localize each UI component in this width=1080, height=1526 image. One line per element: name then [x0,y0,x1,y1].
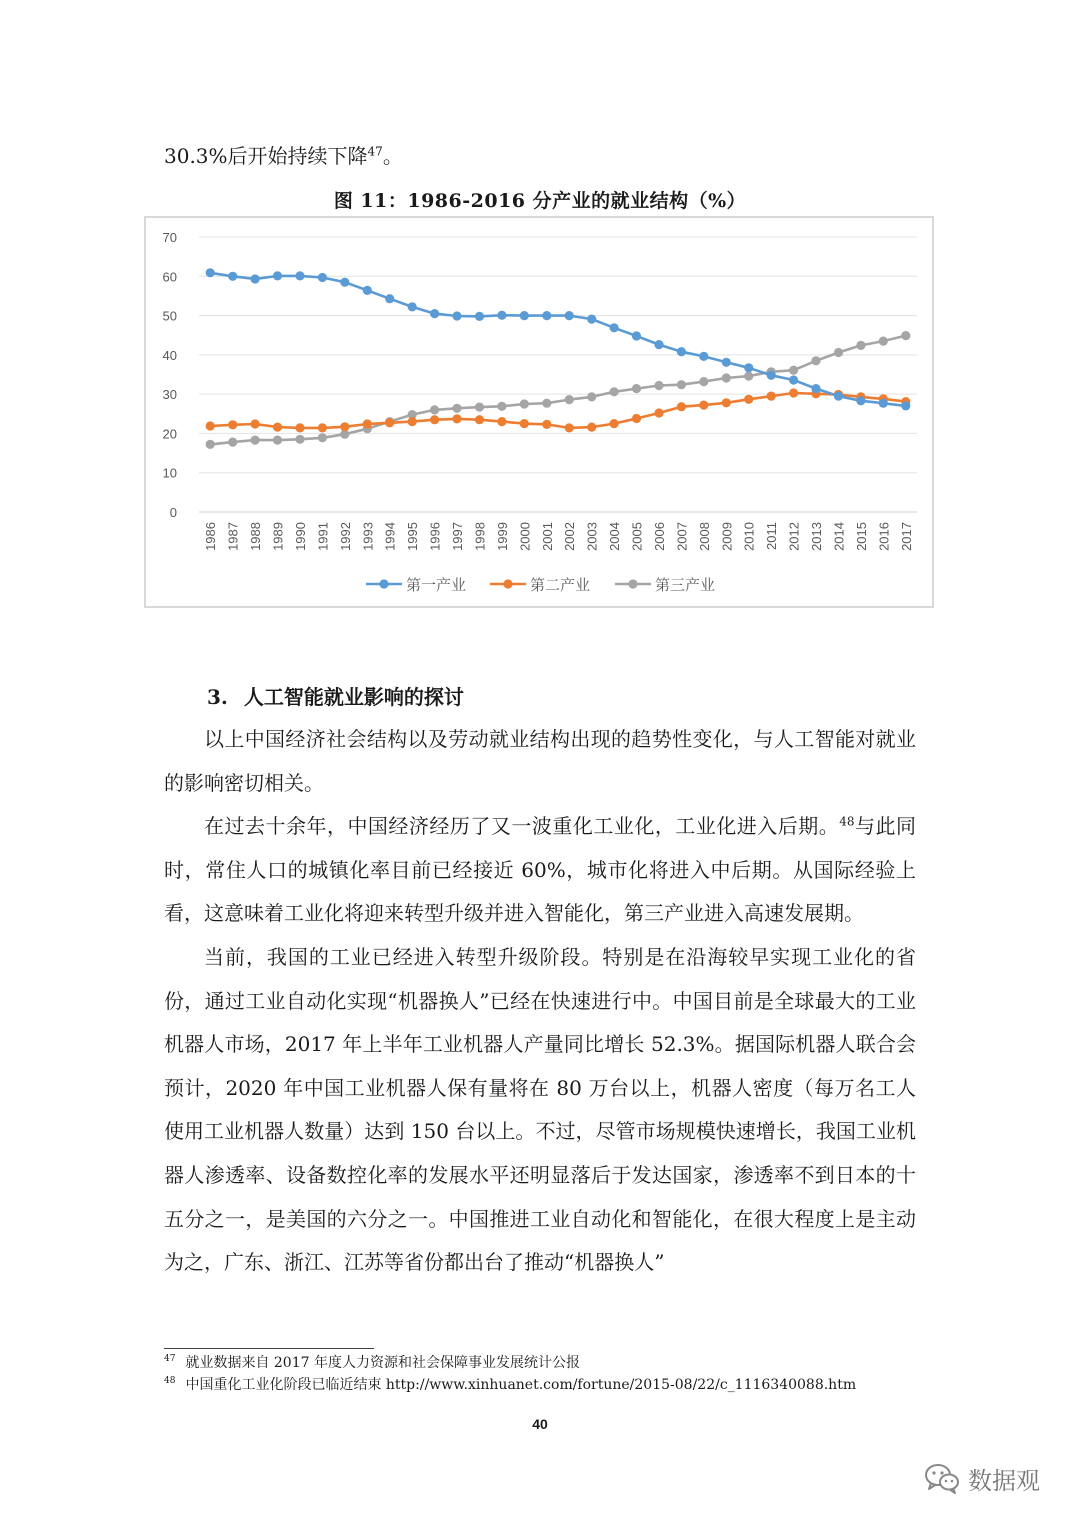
data-point [251,274,260,283]
data-point [273,271,282,280]
data-point [520,311,529,320]
paragraph-2-tail: 与此同时，常住人口的城镇化率目前已经接近 60%，城市化将进入中后期。从国际经验上看，这意味着工业化将迎来转型升级并进入智能化，第三产业进入高速发展期。 [164,814,917,926]
data-point [587,423,596,432]
data-point [811,384,820,393]
data-point [363,419,372,428]
y-tick-label: 70 [162,230,177,245]
body-text [164,718,916,1285]
y-tick-label: 60 [162,269,177,285]
data-point [789,366,798,375]
x-tick-label: 2012 [786,522,802,551]
page-number: 40 [532,1416,548,1432]
data-point [340,422,349,431]
data-point [251,419,260,428]
footnote-48 [164,1374,924,1396]
footnote-number: 47 [164,1354,176,1365]
data-point [452,311,461,320]
data-point [475,312,484,321]
lead-tail: 。 [382,144,403,168]
data-point [318,423,327,432]
footnote-ref-47[interactable]: 47 [367,144,383,159]
x-tick-label: 2011 [764,522,780,550]
data-point [206,440,215,449]
data-point [385,294,394,303]
x-tick-label: 2010 [741,522,757,551]
data-point [408,417,417,426]
x-tick-label: 1999 [494,522,510,551]
footnote-47 [164,1352,924,1374]
series-line [210,273,906,406]
watermark-text: 数据观 [968,1466,1040,1495]
x-tick-label: 2000 [517,522,533,551]
data-point [228,272,237,281]
legend-swatch-marker [379,579,388,588]
data-point [228,438,237,447]
data-point [834,392,843,401]
x-tick-label: 1986 [203,522,219,551]
data-point [699,377,708,386]
y-tick-label: 0 [169,505,177,520]
x-tick-label: 2013 [809,522,825,551]
data-point [340,278,349,287]
data-point [475,415,484,424]
x-tick-label: 1991 [315,522,331,551]
chart-svg [146,218,932,606]
data-point [879,399,888,408]
x-tick-label: 2003 [584,522,600,551]
data-point [610,323,619,332]
data-point [901,401,910,410]
footnote-text: 就业数据来自 2017 年度人力资源和社会保障事业发展统计公报 [185,1355,580,1371]
y-tick-label: 50 [162,308,177,324]
section-number: 3. [207,685,228,709]
data-point [273,423,282,432]
series-line [210,393,906,428]
data-point [834,348,843,357]
data-point [677,347,686,356]
data-point [722,398,731,407]
data-point [789,388,798,397]
data-point [587,315,596,324]
legend-swatch-marker [628,579,637,588]
data-point [206,268,215,277]
x-tick-label: 2006 [651,522,667,551]
x-tick-label: 2014 [831,522,847,551]
x-tick-label: 2005 [629,522,645,551]
data-point [363,286,372,295]
legend-swatch-marker [503,579,512,588]
data-point [206,421,215,430]
x-tick-label: 1998 [472,522,488,551]
data-point [497,311,506,320]
data-point [699,401,708,410]
data-point [520,399,529,408]
data-point [677,402,686,411]
data-point [744,363,753,372]
data-point [767,371,776,380]
data-point [699,352,708,361]
data-point [654,408,663,417]
footnote-text[interactable]: 中国重化工业化阶段已临近结束 http://www.xinhuanet.com/fortune/2015-08/22/c_1116340088.htm [185,1377,857,1393]
data-point [408,302,417,311]
x-tick-label: 1989 [270,522,286,551]
x-tick-label: 2004 [607,522,623,551]
employment-structure-chart [144,216,934,608]
data-point [789,375,798,384]
paragraph-2 [164,805,916,936]
footnotes [164,1352,924,1396]
data-point [542,420,551,429]
figure-title: 图 11：1986-2016 分产业的就业结构（%） [333,190,747,212]
y-tick-label: 40 [162,347,177,363]
data-point [856,396,865,405]
data-point [901,331,910,340]
data-point [385,418,394,427]
data-point [228,420,237,429]
data-point [632,414,641,423]
data-point [295,435,304,444]
data-point [632,331,641,340]
y-tick-label: 20 [162,426,177,442]
data-point [565,395,574,404]
paragraph-3 [164,936,916,1285]
data-point [542,311,551,320]
x-tick-label: 1988 [248,522,264,551]
x-tick-label: 1995 [405,522,421,551]
data-point [452,414,461,423]
data-point [273,436,282,445]
x-tick-label: 2008 [696,522,712,551]
data-point [542,399,551,408]
data-point [430,415,439,424]
data-point [452,404,461,413]
x-tick-label: 2001 [539,522,555,551]
x-tick-label: 2002 [562,522,578,551]
data-point [767,392,776,401]
paragraph-2-text: 在过去十余年，中国经济经历了又一波重化工业化，工业化进入后期。 [204,814,840,839]
x-tick-label: 2016 [876,522,892,551]
data-point [879,337,888,346]
wechat-icon [922,1458,962,1498]
data-point [610,387,619,396]
data-point [744,372,753,381]
data-point [722,358,731,367]
footnote-number: 48 [164,1376,176,1387]
lead-line [164,140,403,172]
paragraph-1-text: 以上中国经济社会结构以及劳动就业结构出现的趋势性变化，与人工智能对就业的影响密切相关。 [164,727,916,795]
data-point [318,433,327,442]
data-point [654,381,663,390]
x-tick-label: 1992 [337,522,353,551]
data-point [295,271,304,280]
data-point [318,273,327,282]
x-tick-label: 1994 [382,522,398,551]
x-tick-label: 1993 [360,522,376,551]
data-point [610,419,619,428]
x-tick-label: 1996 [427,522,443,551]
data-point [856,341,865,350]
data-point [677,380,686,389]
x-tick-label: 1990 [292,522,308,551]
data-point [587,392,596,401]
footnote-ref-48[interactable]: 48 [839,814,855,829]
x-tick-label: 2007 [674,522,690,551]
paragraph-1 [164,718,916,805]
section-heading [207,680,464,714]
data-point [811,356,820,365]
data-point [497,402,506,411]
x-tick-label: 2017 [898,522,914,551]
section-title: 人工智能就业影响的探讨 [243,685,464,709]
footnote-divider [164,1348,374,1349]
data-point [654,340,663,349]
data-point [632,384,641,393]
data-point [295,423,304,432]
data-point [565,311,574,320]
data-point [430,405,439,414]
lead-text: 30.3%后开始持续下降 [164,144,368,168]
legend-label: 第二产业 [530,576,591,594]
y-tick-label: 10 [162,465,177,481]
paragraph-3-text: 当前，我国的工业已经进入转型升级阶段。特别是在沿海较早实现工业化的省份，通过工业自动化实现“机器换人”已经在快速进行中。中国目前是全球最大的工业机器人市场，2017 年上半年工业机器人产量同比增长 52.3%。据国际机器人联合会预计，2020 年中国工业机器人保有量将在 80 万台以上，机器人密度（每万名工人使用工业机器人数量）达到 150 台以上。不过，尽管市场规模快速增长，我国工业机器人渗透率、设备数控化率的发展水平还明显落后于发达国家，渗透率不到日本的十五分之一，是美国的六分之一。中国推进工业自动化和智能化，在很大程度上是主动为之，广东、浙江、江苏等省份都出台了推动“机器换人” [164,944,916,1275]
x-tick-label: 1987 [225,522,241,551]
x-tick-label: 2009 [719,522,735,551]
data-point [497,417,506,426]
data-point [430,309,439,318]
data-point [475,403,484,412]
legend-label: 第三产业 [655,576,716,594]
legend-label: 第一产业 [406,576,467,594]
watermark [922,1458,1040,1498]
data-point [251,436,260,445]
data-point [744,395,753,404]
data-point [565,423,574,432]
data-point [722,373,731,382]
y-tick-label: 30 [162,387,177,403]
data-point [520,419,529,428]
x-tick-label: 2015 [853,522,869,551]
x-tick-label: 1997 [450,522,466,551]
